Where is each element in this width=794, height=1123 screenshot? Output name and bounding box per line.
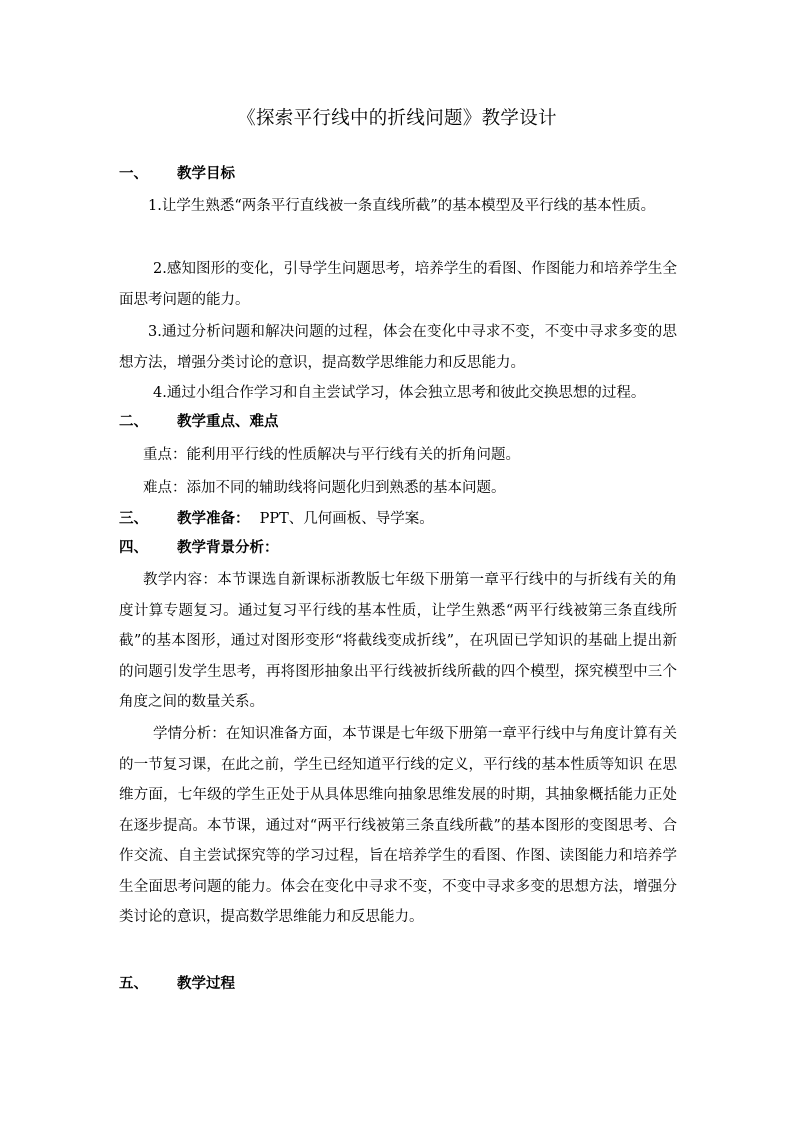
- section-heading-process: [119, 973, 235, 995]
- objective-item-4: 4.通过小组合作学习和自主尝试学习，体会独立思考和彼此交换思想的过程。: [153, 385, 646, 401]
- difficulty-item: 难点：添加不同的辅助线将问题化归到熟悉的基本问题。: [143, 480, 506, 496]
- section-title: 教学背景分析：: [177, 539, 279, 556]
- section-heading-preparation: [119, 508, 434, 530]
- background-teaching-content: 教学内容：本节课选自新课标浙教版七年级下册第一章平行线中的与折线有关的角度计算专题复习。通过复习平行线的基本性质，让学生熟悉“两平行线被第三条直线所截”的基本图形，通过对图形变形“将截线变成折线”，在巩固已学知识的基础上提出新的问题引发学生思考，再将图形抽象出平行线被折线所截的四个模型，探究模型中三个角度之间的数量关系。: [119, 572, 677, 710]
- objective-item-3: 3.通过分析问题和解决问题的过程，体会在变化中寻求不变，不变中寻求多变的思想方法，增强分类讨论的意识，提高数学思维能力和反思能力。: [119, 324, 677, 371]
- section-number: 二、: [119, 413, 148, 430]
- section-number: 一、: [119, 165, 148, 182]
- background-student-analysis: 学情分析：在知识准备方面，本节课是七年级下册第一章平行线中与角度计算有关的一节复习课，在此之前，学生已经知道平行线的定义，平行线的基本性质等知识 在思维方面，七年级的学生正处于从具体思维向抽象思维发展的时期，其抽象概括能力正处在逐步提高。本节课，通过对“两平行线被第三条直线所截”的基本图形的变图思考、合作交流、自主尝试探究等的学习过程，旨在培养学生的看图、作图、读图能力和培养学生全面思考问题的能力。体会在变化中寻求不变，不变中寻求多变的思想方法，增强分类讨论的意识，提高数学思维能力和反思能力。: [119, 726, 677, 925]
- objective-item-1: 1.让学生熟悉“两条平行直线被一条直线所截”的基本模型及平行线的基本性质。: [148, 198, 656, 214]
- objective-item-2: 2.感知图形的变化，引导学生问题思考，培养学生的看图、作图能力和培养学生全面思考问题的能力。: [119, 261, 677, 308]
- section-title: 教学目标: [177, 165, 235, 182]
- key-point-item: 重点：能利用平行线的性质解决与平行线有关的折角问题。: [143, 447, 520, 463]
- section-title: 教学过程: [177, 975, 235, 992]
- section-heading-objectives: [119, 163, 235, 185]
- section-title: 教学重点、难点: [177, 413, 279, 430]
- section-number: 三、: [119, 510, 148, 527]
- preparation-text: PPT、几何画板、导学案。: [259, 511, 434, 527]
- section-heading-background: [119, 537, 279, 559]
- section-number: 五、: [119, 975, 148, 992]
- section-title: 教学准备：: [177, 510, 250, 527]
- section-number: 四、: [119, 539, 148, 556]
- document-title: 《探索平行线中的折线问题》教学设计: [237, 108, 557, 129]
- section-heading-key-points: [119, 411, 279, 433]
